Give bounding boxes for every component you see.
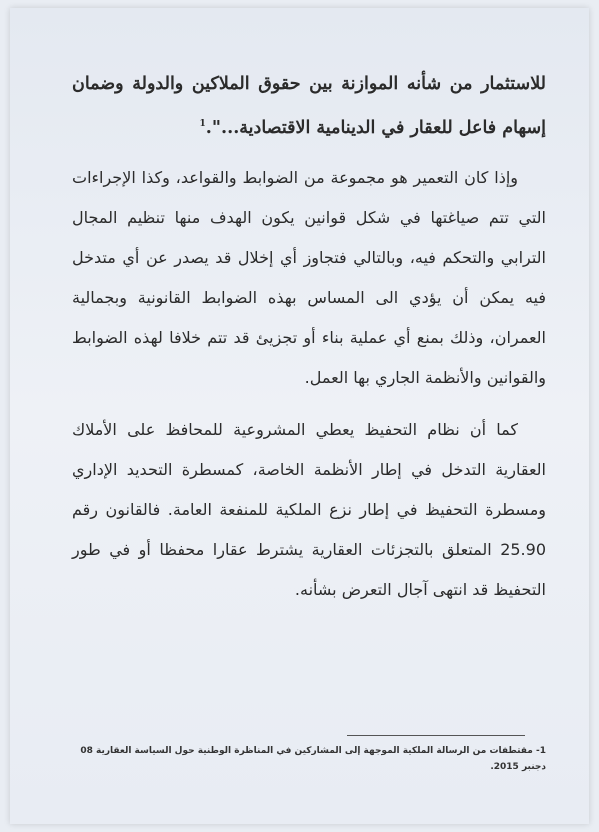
paragraph-2-text: كما أن نظام التحفيظ يعطي المشروعية للمحافظ على الأملاك العقارية التدخل في إطار الأنظمة الخاصة، كمسطرة التحديد الإداري ومسطرة التحفيظ في إطار نزع الملكية للمنفعة العامة. فالقانون رقم 25.90 المتعلق بالتجزئات العقارية يشترط عقارا محفظا أو في طور التحفيظ قد انتهى آجال التعرض بشأنه. [72,419,546,599]
footnote-reference[interactable]: 1 [199,119,206,129]
paragraph-1-text: وإذا كان التعمير هو مجموعة من الضوابط والقواعد، وكذا الإجراءات التي تتم صياغتها في شكل قوانين يكون الهدف منها تنظيم المجال الترابي والتحكم فيه، وبالتالي فتجاوز أي إخلال قد يصدر عن أي متدخل فيه يمكن أن يؤدي الى المساس بهذه الضوابط القانونية وبجمالية العمران، وذلك بمنع أي عملية بناء أو تجزيئ قد تتم خلافا لهذه الضوابط والقوانين والأنظمة الجاري بها العمل. [72,167,546,387]
intro-text: للاستثمار من شأنه الموازنة بين حقوق الملاكين والدولة وضمان إسهام فاعل للعقار في الدينامية الاقتصادية...". [72,74,546,138]
page-content [72,64,546,610]
footnote-number: 1- [535,746,546,756]
footnote-text: مقتطفات من الرسالة الملكية الموجهة إلى المشاركين في المناظرة الوطنية حول السياسة العقارية 08 دجنبر 2015. [80,746,546,772]
document-page [10,8,589,824]
body-paragraph-1 [72,158,546,398]
body-paragraph-2 [72,410,546,610]
footnote-divider [347,735,525,736]
footnote [72,743,546,775]
intro-paragraph [72,64,546,148]
